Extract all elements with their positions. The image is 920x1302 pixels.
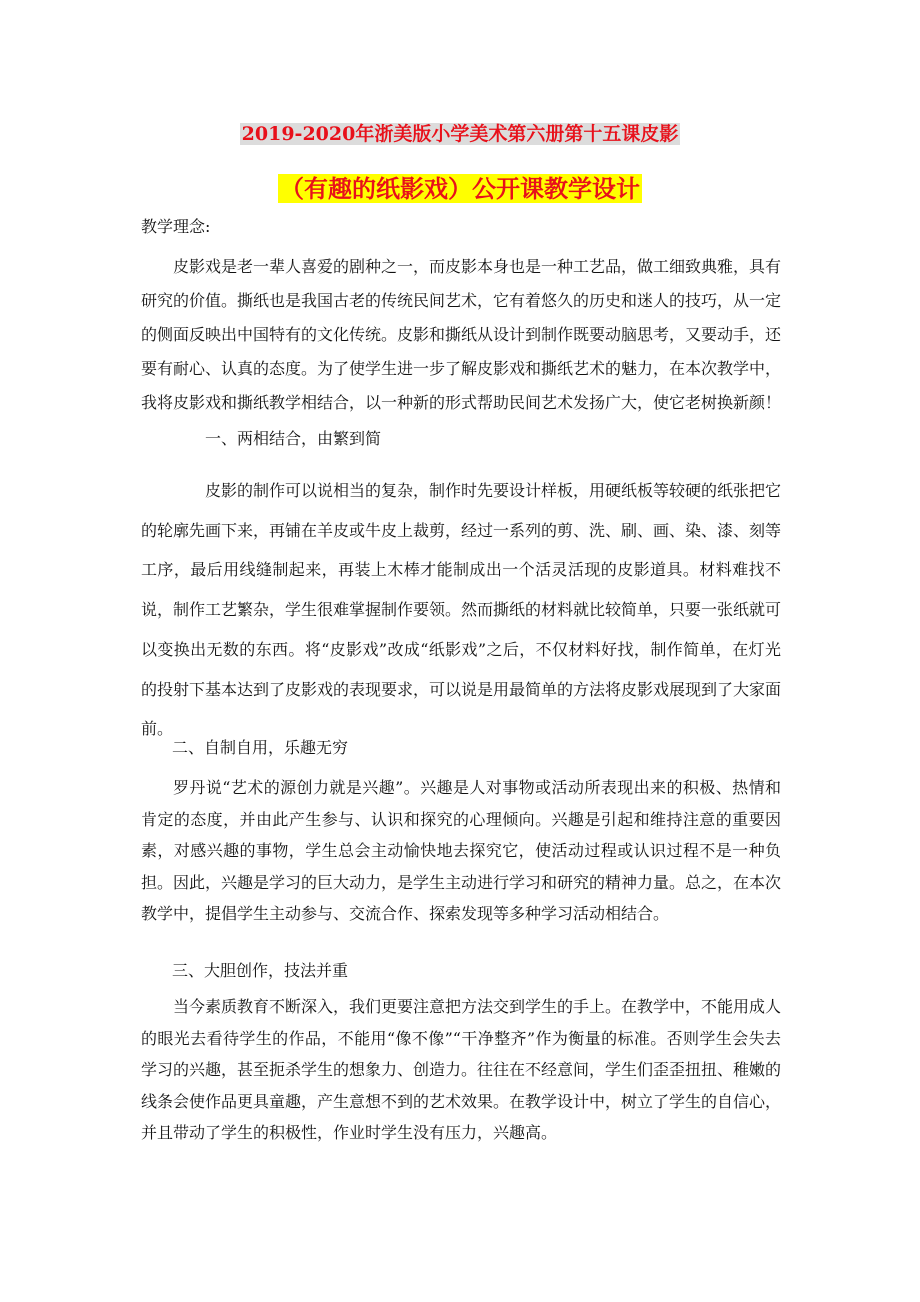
section-3-heading: 三、大胆创作，技法并重 — [172, 961, 349, 980]
section-2-heading: 二、自制自用，乐趣无穷 — [172, 738, 349, 757]
title-line-1-text: 2019-2020年浙美版小学美术第六册第十五课皮影 — [241, 123, 679, 145]
document-title-line-1 — [0, 120, 920, 148]
section-2-paragraph: 罗丹说“艺术的源创力就是兴趣”。兴趣是人对事物或活动所表现出来的积极、热情和肯定的态度，并由此产生参与、认识和探究的心理倾向。兴趣是引起和维持注意的重要因素，对感兴趣的事物，学生总会主动愉快地去探究它，使活动过程或认识过程不是一种负担。因此，兴趣是学习的巨大动力，是学生主动进行学习和研究的精神力量。总之，在本次教学中，提倡学生主动参与、交流合作、探索发现等多种学习活动相结合。 — [141, 778, 782, 923]
concept-label: 教学理念: — [141, 217, 211, 236]
title-line-2-text: （有趣的纸影戏）公开课教学设计 — [280, 174, 640, 203]
section-3-paragraph: 当今素质教育不断深入，我们更要注意把方法交到学生的手上。在教学中，不能用成人的眼光去看待学生的作品，不能用“像不像”“干净整齐”作为衡量的标准。否则学生会失去学习的兴趣，甚至扼杀学生的想象力、创造力。往往在不经意间，学生们歪歪扭扭、稚嫩的线条会使作品更具童趣，产生意想不到的艺术效果。在教学设计中，树立了学生的自信心，并且带动了学生的积极性，作业时学生没有压力，兴趣高。 — [141, 997, 782, 1142]
document-title-line-2 — [0, 172, 920, 206]
section-1-paragraph: 皮影的制作可以说相当的复杂，制作时先要设计样板，用硬纸板等较硬的纸张把它的轮廓先画下来，再铺在羊皮或牛皮上裁剪，经过一系列的剪、洗、刷、画、染、漆、刻等工序，最后用线缝制起来，再装上木棒才能制成出一个活灵活现的皮影道具。材料难找不说，制作工艺繁杂，学生很难掌握制作要领。然而撕纸的材料就比较简单，只要一张纸就可以变换出无数的东西。将“皮影戏”改成“纸影戏”之后，不仅材料好找，制作简单，在灯光的投射下基本达到了皮影戏的表现要求，可以说是用最简单的方法将皮影戏展现到了大家面前。 — [141, 481, 782, 739]
section-1-heading: 一、两相结合，由繁到简 — [205, 429, 382, 448]
intro-paragraph: 皮影戏是老一辈人喜爱的剧种之一，而皮影本身也是一种工艺品，做工细致典雅，具有研究的价值。撕纸也是我国古老的传统民间艺术，它有着悠久的历史和迷人的技巧，从一定的侧面反映出中国特有的文化传统。皮影和撕纸从设计到制作既要动脑思考，又要动手，还要有耐心、认真的态度。为了使学生进一步了解皮影戏和撕纸艺术的魅力，在本次教学中，我将皮影戏和撕纸教学相结合，以一种新的形式帮助民间艺术发扬广大，使它老树换新颜！ — [141, 257, 782, 412]
